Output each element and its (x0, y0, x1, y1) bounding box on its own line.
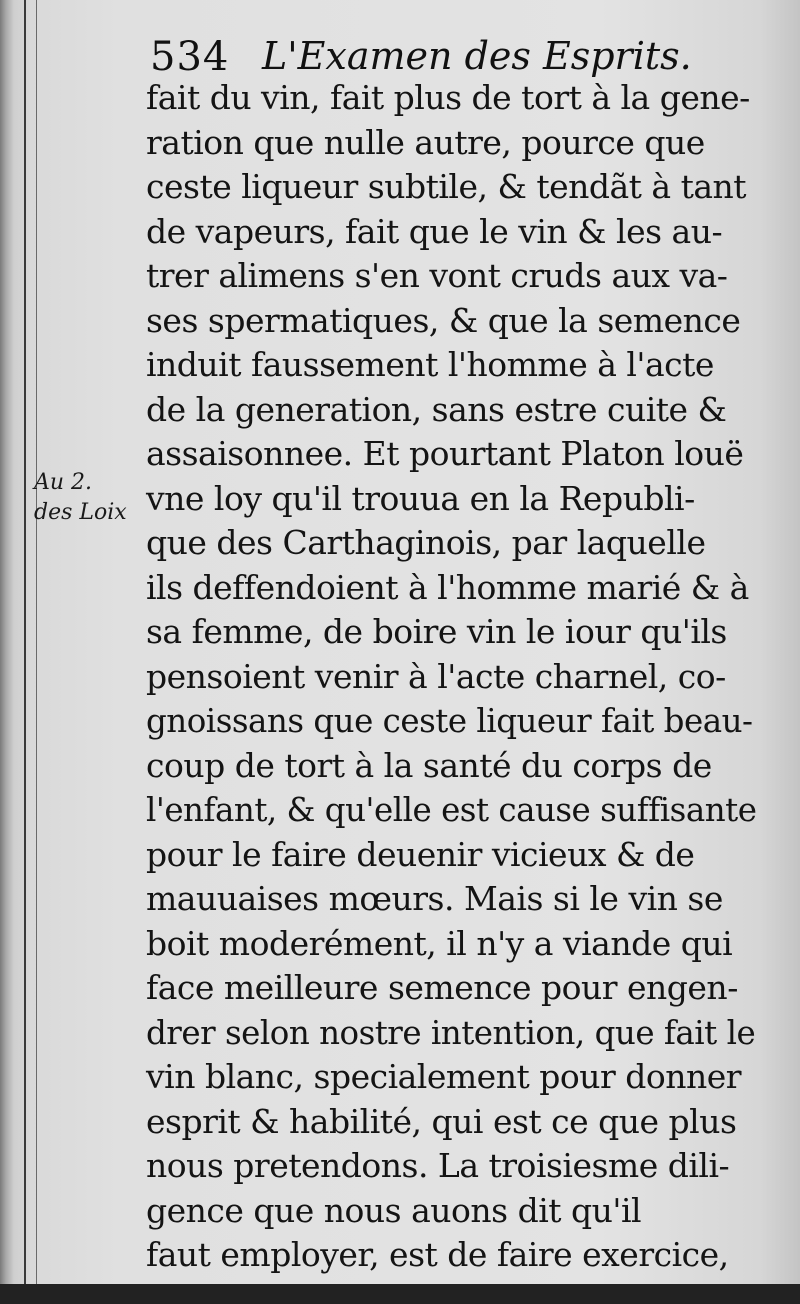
text-line: de la generation, sans estre cuite & (146, 389, 727, 429)
text-line: nous pretendons. La troisiesme dili- (146, 1146, 730, 1185)
text-line: vin blanc, specialement pour donner (146, 1057, 742, 1096)
text-line: ses spermatiques, & que la semence (146, 300, 741, 340)
text-line: drer selon nostre intention, que fait le (146, 1013, 756, 1052)
gutter-fold (36, 0, 37, 1304)
margin-note-line: des Loix (34, 500, 127, 525)
text-line: fait du vin, fait plus de tort à la gene- (146, 78, 750, 117)
text-line: ration que nulle autre, pource que (146, 122, 705, 162)
text-line: induit faussement l'homme à l'acte (146, 345, 714, 384)
text-line: ceste liqueur subtile, & tendãt à tant (146, 167, 747, 206)
text-line: boit moderément, il n'y a viande qui (146, 923, 733, 963)
text-line: pensoient venir à l'acte charnel, co- (146, 656, 726, 696)
text-line: vne loy qu'il trouua en la Republi- (146, 478, 695, 518)
text-line: sa femme, de boire vin le iour qu'ils (146, 612, 727, 651)
text-line: ils deffendoient à l'homme marié & à (146, 567, 749, 607)
running-title: L'Examen des Esprits. (262, 34, 692, 78)
text-line: assaisonnee. Et pourtant Platon louë (146, 434, 744, 473)
text-line: l'enfant, & qu'elle est cause suffisante (146, 791, 757, 829)
body-text (146, 76, 757, 1278)
text-line: gence que nous auons dit qu'il (146, 1190, 642, 1230)
margin-note (34, 468, 146, 528)
text-line: trer alimens s'en vont cruds aux va- (146, 256, 728, 295)
text-line: coup de tort à la santé du corps de (146, 745, 712, 785)
text-line: gnoissans que ceste liqueur fait beau- (146, 702, 753, 740)
page-number: 534 (150, 34, 230, 80)
text-line: face meilleure semence pour engen- (146, 968, 738, 1007)
text-line: pour le faire deuenir vicieux & de (146, 834, 695, 874)
page-bottom-edge (0, 1284, 800, 1304)
text-line: mauuaises mœurs. Mais si le vin se (146, 879, 723, 918)
text-line: faut employer, est de faire exercice, (146, 1235, 729, 1274)
text-line: esprit & habilité, qui est ce que plus (146, 1101, 737, 1141)
margin-note-line: Au 2. (34, 470, 93, 495)
text-line: que des Carthaginois, par laquelle (146, 523, 706, 562)
gutter-shadow (24, 0, 26, 1304)
text-line: de vapeurs, fait que le vin & les au- (146, 211, 723, 251)
